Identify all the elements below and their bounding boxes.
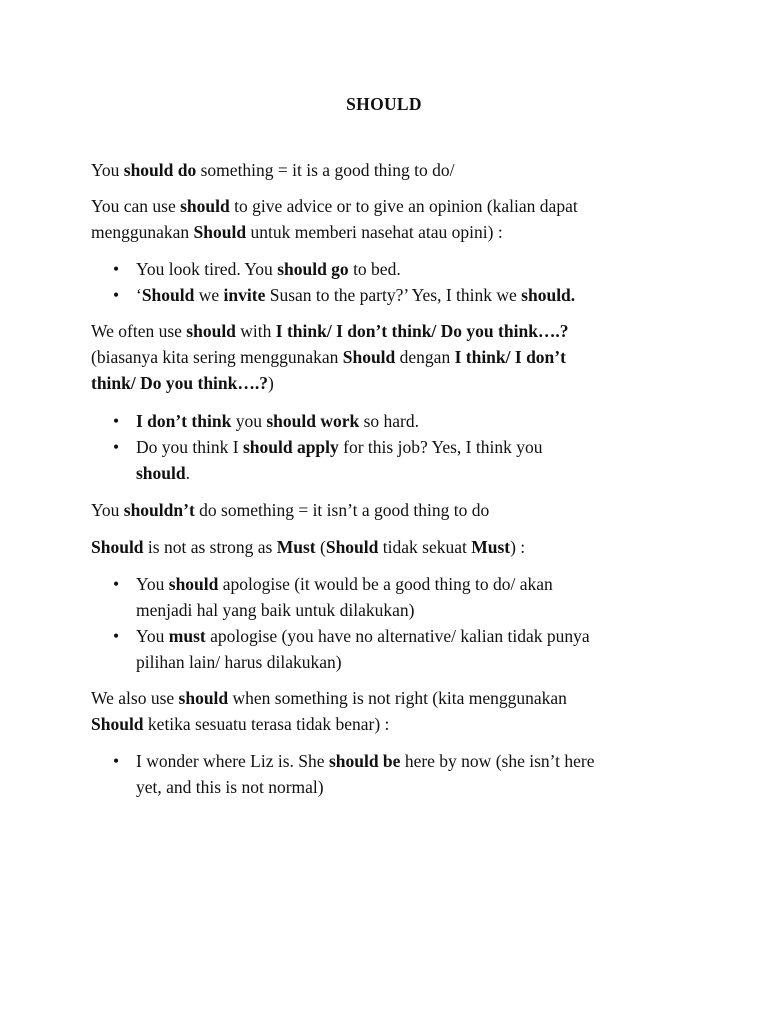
text: menjadi hal yang baik untuk dilakukan) xyxy=(136,600,415,620)
bold-text: should be xyxy=(328,751,401,771)
list-item xyxy=(91,434,691,486)
bold-text: I think/ I don’t think/ Do you think….? xyxy=(275,321,569,341)
definition-should xyxy=(91,157,691,183)
text: ketika sesuatu terasa tidak benar) : xyxy=(143,714,390,734)
bold-text: should work xyxy=(266,411,360,431)
text: something = it is a good thing to do/ xyxy=(196,160,455,180)
text: . xyxy=(185,463,190,483)
text: You xyxy=(136,626,169,646)
example-list-should-must xyxy=(91,571,691,675)
text: here by now (she isn’t here xyxy=(400,751,595,771)
text: so hard. xyxy=(359,411,419,431)
bold-text: Should xyxy=(193,222,247,242)
text: ( xyxy=(315,537,326,557)
bold-text: should. xyxy=(521,285,576,305)
text: do something = it isn’t a good thing to do xyxy=(194,500,490,520)
bold-text: should do xyxy=(123,160,197,180)
text: yet, and this is not normal) xyxy=(136,777,324,797)
text: tidak sekuat xyxy=(378,537,472,557)
text: You xyxy=(91,160,124,180)
bold-text: must xyxy=(168,626,206,646)
bold-text: should apply xyxy=(242,437,339,457)
text: menggunakan xyxy=(91,222,194,242)
text: (biasanya kita sering menggunakan xyxy=(91,347,343,367)
example-list-i-think xyxy=(91,408,691,486)
text: We also use xyxy=(91,688,179,708)
bold-text: Must xyxy=(276,537,316,557)
text: I wonder where Liz is. She xyxy=(136,751,329,771)
list-item xyxy=(91,748,691,800)
list-item xyxy=(91,623,691,675)
bold-text: should xyxy=(186,321,236,341)
text: to bed. xyxy=(348,259,401,279)
paragraph-not-right xyxy=(91,685,691,737)
list-item xyxy=(91,256,691,282)
text: pilihan lain/ harus dilakukan) xyxy=(136,652,342,672)
bullet-icon: • xyxy=(113,411,120,431)
bold-text: shouldn’t xyxy=(123,500,195,520)
bold-text: should go xyxy=(277,259,349,279)
bold-text: Should xyxy=(325,537,379,557)
bold-text: I think/ I don’t xyxy=(454,347,566,367)
text: Susan to the party?’ Yes, I think we xyxy=(265,285,522,305)
text: Do you think I xyxy=(136,437,243,457)
text: ) : xyxy=(510,537,526,557)
bold-text: invite xyxy=(223,285,266,305)
bold-text: should xyxy=(180,196,230,216)
bold-text: should xyxy=(178,688,229,708)
bold-text: Should xyxy=(91,537,144,557)
text: You look tired. You xyxy=(136,259,278,279)
bold-text: should xyxy=(168,574,219,594)
text: We often use xyxy=(91,321,187,341)
text: You xyxy=(91,500,124,520)
example-list-advice xyxy=(91,256,691,308)
paragraph-advice xyxy=(91,193,691,245)
bold-text: should xyxy=(136,463,186,483)
text: dengan xyxy=(395,347,455,367)
text: you xyxy=(231,411,267,431)
text: when something is not right (kita menggunakan xyxy=(228,688,567,708)
bullet-icon: • xyxy=(113,751,120,771)
text: You can use xyxy=(91,196,181,216)
bold-text: Must xyxy=(471,537,511,557)
bullet-icon: • xyxy=(113,285,120,305)
text: ) xyxy=(268,373,274,393)
paragraph-should-vs-must xyxy=(91,534,691,560)
text: we xyxy=(194,285,224,305)
text: for this job? Yes, I think you xyxy=(338,437,543,457)
list-item xyxy=(91,282,691,308)
bold-text: I don’t think xyxy=(136,411,232,431)
text: is not as strong as xyxy=(143,537,277,557)
definition-shouldnt xyxy=(91,497,691,523)
bold-text: think/ Do you think….? xyxy=(91,373,269,393)
text: apologise (it would be a good thing to do/ akan xyxy=(218,574,553,594)
text: You xyxy=(136,574,169,594)
text: to give advice or to give an opinion (kalian dapat xyxy=(229,196,578,216)
text: ‘ xyxy=(136,285,142,305)
bullet-icon: • xyxy=(113,259,120,279)
bold-text: Should xyxy=(342,347,396,367)
text: untuk memberi nasehat atau opini) : xyxy=(246,222,503,242)
page-title: SHOULD xyxy=(346,94,422,114)
text: with xyxy=(235,321,276,341)
bold-text: Should xyxy=(91,714,144,734)
paragraph-i-think xyxy=(91,318,691,396)
list-item xyxy=(91,408,691,434)
text: apologise (you have no alternative/ kalian tidak punya xyxy=(205,626,590,646)
bold-text: Should xyxy=(141,285,195,305)
bullet-icon: • xyxy=(113,626,120,646)
bullet-icon: • xyxy=(113,574,120,594)
list-item xyxy=(91,571,691,623)
example-list-not-right xyxy=(91,748,691,800)
bullet-icon: • xyxy=(113,437,120,457)
